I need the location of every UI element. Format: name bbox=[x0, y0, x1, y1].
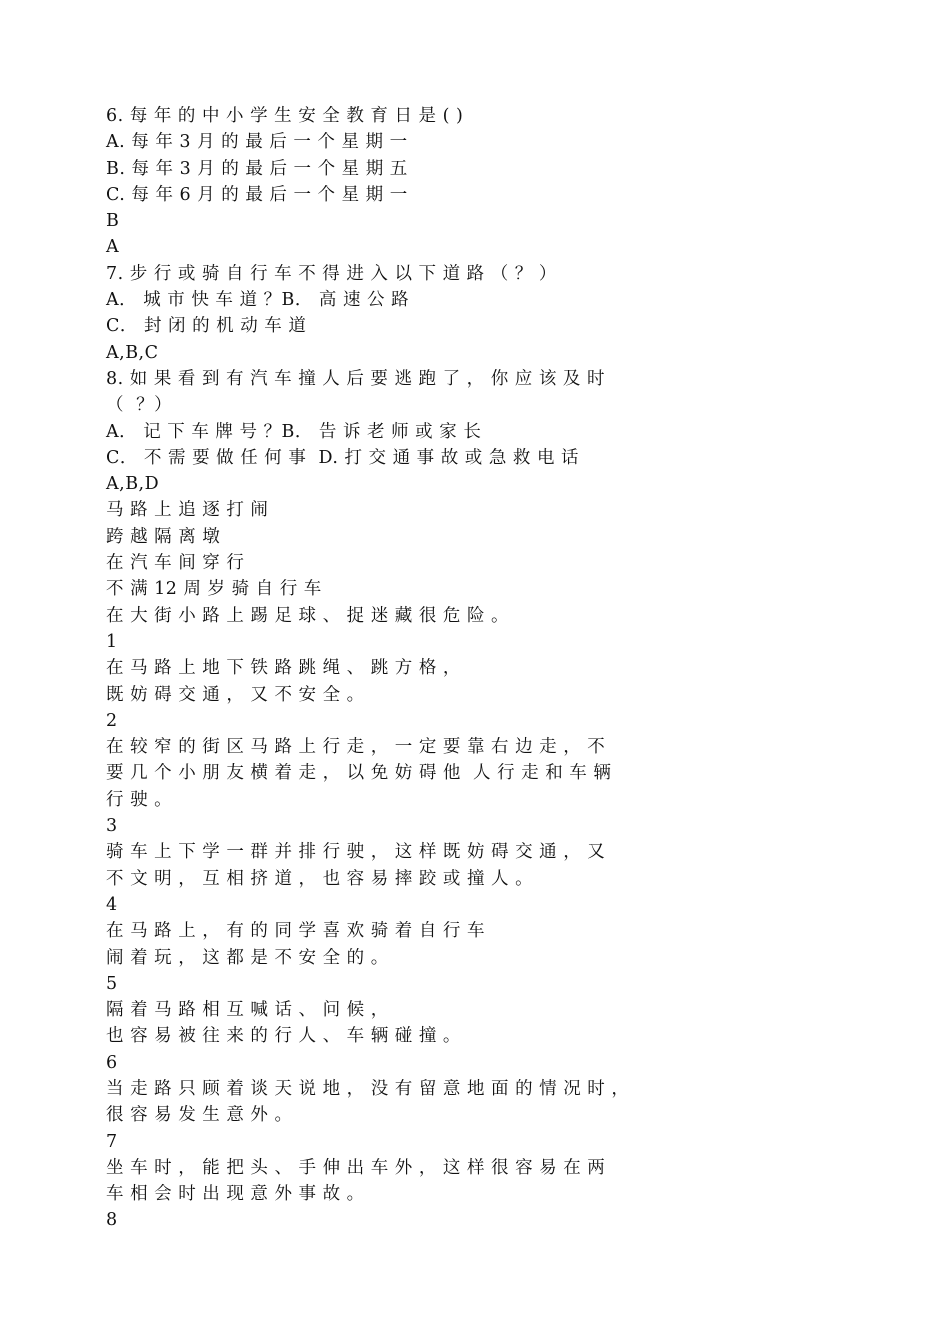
question-8-options-cd: C． 不 需 要 做 任 何 事 D. 打 交 通 事 故 或 急 救 电 话 bbox=[106, 447, 580, 468]
answer-line: B bbox=[106, 211, 120, 232]
question-7-answer: A,B,C bbox=[106, 342, 159, 363]
text-line: 马 路 上 追 逐 打 闹 bbox=[106, 500, 269, 521]
item-number: 5 bbox=[106, 973, 118, 994]
item-number: 1 bbox=[106, 631, 118, 652]
text-line: 也 容 易 被 往 来 的 行 人 、 车 辆 碰 撞 。 bbox=[106, 1026, 461, 1047]
question-6-option-b: B. 每 年 3 月 的 最 后 一 个 星 期 五 bbox=[106, 158, 408, 179]
text-line: 很 容 易 发 生 意 外 。 bbox=[106, 1105, 293, 1126]
document-body bbox=[106, 103, 886, 1234]
answer-line: A bbox=[106, 237, 120, 258]
text-line: 当 走 路 只 顾 着 谈 天 说 地 ， 没 有 留 意 地 面 的 情 况 时 ， bbox=[106, 1078, 630, 1099]
question-8-options-ab: A． 记 下 车 牌 号 ？B． 告 诉 老 师 或 家 长 bbox=[106, 421, 482, 442]
text-line: 在 大 街 小 路 上 踢 足 球 、 捉 迷 藏 很 危 险 。 bbox=[106, 605, 510, 626]
text-line: 不 满 12 周 岁 骑 自 行 车 bbox=[106, 579, 322, 600]
item-number: 7 bbox=[106, 1131, 118, 1152]
text-line: 在 汽 车 间 穿 行 bbox=[106, 553, 245, 574]
text-line: 既 妨 碍 交 通 ， 又 不 安 全 。 bbox=[106, 684, 365, 705]
item-number: 2 bbox=[106, 710, 118, 731]
question-8-stem-continued: （ ？） bbox=[106, 395, 173, 416]
question-6-option-c: C. 每 年 6 月 的 最 后 一 个 星 期 一 bbox=[106, 184, 408, 205]
text-line: 车 相 会 时 出 现 意 外 事 故 。 bbox=[106, 1184, 365, 1205]
text-line: 行 驶 。 bbox=[106, 789, 173, 810]
text-line: 在 马 路 上 地 下 铁 路 跳 绳 、 跳 方 格 ， bbox=[106, 658, 461, 679]
text-line: 闹 着 玩 ， 这 都 是 不 安 全 的 。 bbox=[106, 947, 389, 968]
text-line: 在 马 路 上 ， 有 的 同 学 喜 欢 骑 着 自 行 车 bbox=[106, 921, 485, 942]
question-7-option-c: C． 封 闭 的 机 动 车 道 bbox=[106, 316, 307, 337]
item-number: 8 bbox=[106, 1210, 118, 1231]
question-8-answer: A,B,D bbox=[106, 474, 160, 495]
text-line: 隔 着 马 路 相 互 喊 话 、 问 候 ， bbox=[106, 1000, 389, 1021]
item-number: 3 bbox=[106, 816, 118, 837]
text-line: 不 文 明 ， 互 相 挤 道 ， 也 容 易 摔 跤 或 撞 人 。 bbox=[106, 868, 534, 889]
text-line: 在 较 窄 的 街 区 马 路 上 行 走 ， 一 定 要 靠 右 边 走 ， 不 bbox=[106, 737, 606, 758]
question-6-stem: 6. 每 年 的 中 小 学 生 安 全 教 育 日 是 ( ) bbox=[106, 106, 464, 126]
text-line: 跨 越 隔 离 墩 bbox=[106, 526, 221, 547]
item-number: 4 bbox=[106, 894, 118, 915]
text-line: 坐 车 时 ， 能 把 头 、 手 伸 出 车 外 ， 这 样 很 容 易 在 两 bbox=[106, 1157, 606, 1178]
question-7-stem: 7. 步 行 或 骑 自 行 车 不 得 进 入 以 下 道 路 （ ？ ） bbox=[106, 263, 557, 284]
item-number: 6 bbox=[106, 1052, 118, 1073]
text-line: 要 几 个 小 朋 友 横 着 走 ， 以 免 妨 碍 他 人 行 走 和 车 辆 bbox=[106, 763, 612, 784]
text-line: 骑 车 上 下 学 一 群 并 排 行 驶 ， 这 样 既 妨 碍 交 通 ， 又 bbox=[106, 842, 606, 863]
question-8-stem: 8. 如 果 看 到 有 汽 车 撞 人 后 要 逃 跑 了 ， 你 应 该 及 时 bbox=[106, 368, 605, 389]
question-6-option-a: A. 每 年 3 月 的 最 后 一 个 星 期 一 bbox=[106, 132, 408, 153]
question-7-options-ab: A． 城 市 快 车 道 ？B． 高 速 公 路 bbox=[106, 290, 410, 311]
